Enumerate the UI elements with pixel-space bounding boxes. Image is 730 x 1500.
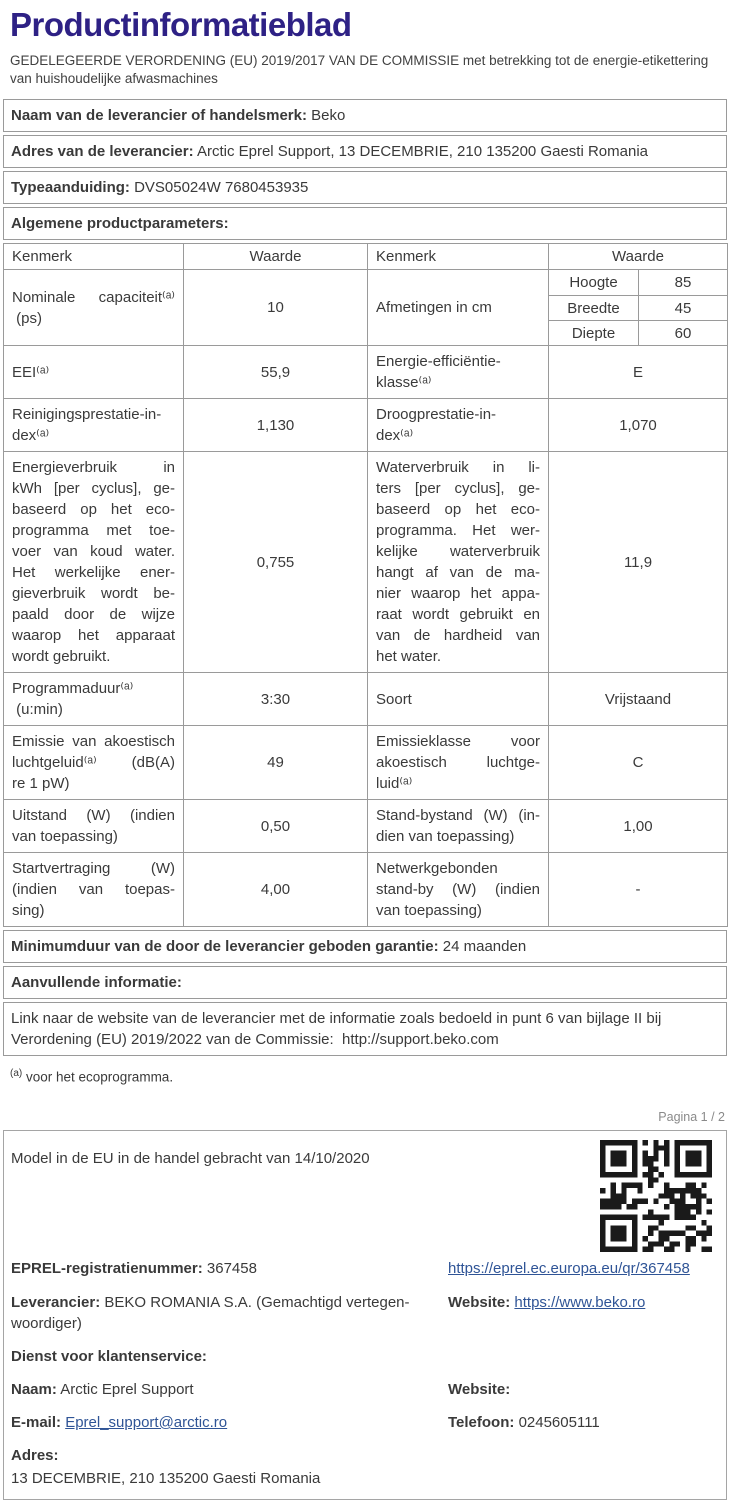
dimension-name: Diepte (549, 321, 639, 345)
param-value-water-consumption: 11,9 (549, 452, 728, 673)
customer-service-header (11, 1346, 716, 1367)
phone-label: Telefoon: (448, 1414, 515, 1431)
page-number: Pagina 1 / 2 (658, 1110, 725, 1124)
param-label-duration: Programmaduur⁽ᵃ⁾ (u:min) (4, 673, 184, 726)
header-waarde-2: Waarde (549, 244, 728, 270)
param-label-delay-start: Startvertraging (W) (indien van toepas- sing) (4, 853, 184, 927)
guarantee-row (3, 930, 727, 963)
model-identifier-row (3, 171, 727, 204)
email-link[interactable]: Eprel_support@arctic.ro (65, 1414, 228, 1431)
qr-code (600, 1140, 712, 1252)
service-website-label: Website: (448, 1381, 511, 1398)
email-phone-row (11, 1412, 716, 1433)
header-kenmerk-1: Kenmerk (4, 244, 184, 270)
supplier-name-label: Naam van de leverancier of handelsmerk: (11, 107, 307, 124)
general-parameters-label: Algemene productparameters: (11, 215, 229, 232)
dimension-row-width (549, 295, 727, 320)
param-value-networked-standby: - (549, 853, 728, 927)
guarantee-label: Minimumduur van de door de leverancier geboden garantie: (11, 938, 439, 955)
address-header (11, 1445, 716, 1466)
param-value-cleaning-index: 1,130 (184, 399, 368, 452)
phone-value: 0245605111 (518, 1414, 600, 1431)
general-parameters-header (3, 207, 727, 240)
dimension-name: Hoogte (549, 270, 639, 295)
table-row (4, 270, 728, 346)
param-value-drying-index: 1,070 (549, 399, 728, 452)
param-label-standby: Stand-bystand (W) (in- dien van toepassing) (368, 800, 549, 853)
address-label: Adres: (11, 1447, 59, 1464)
model-market-date: Model in de EU in de handel gebracht van 14/10/2020 (11, 1150, 370, 1167)
param-label-networked-standby: Netwerkgebonden stand-by (W) (indien van toepassing) (368, 853, 549, 927)
param-value-delay-start: 4,00 (184, 853, 368, 927)
regulation-subtitle: GEDELEGEERDE VERORDENING (EU) 2019/2017 VAN DE COMMISSIE met betrekking tot de energie-etikettering van huishoudelijke afwasmachines (10, 53, 709, 86)
service-name-label: Naam: (11, 1381, 57, 1398)
model-identifier-value: DVS05024W 7680453935 (134, 179, 309, 196)
param-label-noise: Emissie van akoestisch luchtgeluid⁽ᵃ⁾ (dB(A) re 1 pW) (4, 726, 184, 800)
service-name-value: Arctic Eprel Support (60, 1381, 194, 1398)
param-label-energy-consumption: Energieverbruik in kWh [per cyclus], ge- baseerd op het eco- programma met toe- voer van koud water. Het werkelijke ener- gieverbruik wordt be- paald door de wijze waarop het apparaat wordt gebruikt. (4, 452, 184, 673)
supplier-address-label: Adres van de leverancier: (11, 143, 194, 160)
dimension-value: 45 (674, 299, 692, 317)
supplier-address-row (3, 135, 727, 168)
customer-service-label: Dienst voor klantenservice: (11, 1348, 207, 1365)
model-identifier-label: Typeaanduiding: (11, 179, 130, 196)
footnote-text: voor het ecoprogramma. (26, 1069, 174, 1085)
table-row (4, 452, 728, 673)
param-value-energy-class: E (549, 346, 728, 399)
param-label-off-mode: Uitstand (W) (indien van toepassing) (4, 800, 184, 853)
header-kenmerk-2: Kenmerk (368, 244, 549, 270)
supplier-name-value: Beko (311, 107, 346, 124)
param-value-type: Vrijstaand (549, 673, 728, 726)
param-label-noise-class: Emissieklasse voor akoestisch luchtge- luid⁽ᵃ⁾ (368, 726, 549, 800)
eprel-row (11, 1258, 716, 1279)
additional-info-header (3, 966, 727, 999)
param-value-energy-consumption: 0,755 (184, 452, 368, 673)
param-label-dimensions: Afmetingen in cm (368, 270, 549, 346)
eprel-link[interactable]: https://eprel.ec.europa.eu/qr/367458 (448, 1260, 690, 1277)
address-row (11, 1468, 716, 1489)
supplier-row (11, 1292, 716, 1334)
param-value-noise: 49 (184, 726, 368, 800)
service-name-row (11, 1379, 716, 1400)
table-row (4, 399, 728, 452)
supplier-address-value: Arctic Eprel Support, 13 DECEMBRIE, 210 135200 Gaesti Romania (196, 143, 648, 160)
dimension-row-depth (549, 320, 727, 345)
dimension-row-height (549, 270, 727, 295)
email-label: E-mail: (11, 1414, 62, 1431)
supplier-value: BEKO ROMANIA S.A. (Gemachtigd vertegenwoordiger) (11, 1294, 410, 1332)
supplier-website-link[interactable]: https://www.beko.ro (514, 1294, 646, 1311)
table-header-row (4, 244, 728, 270)
eprel-number: 367458 (206, 1260, 257, 1277)
param-label-eei: EEI⁽ᵃ⁾ (4, 346, 184, 399)
address-value: 13 DECEMBRIE, 210 135200 Gaesti Romania (11, 1470, 321, 1487)
param-value-capacity: 10 (184, 270, 368, 346)
param-value-duration: 3:30 (184, 673, 368, 726)
dimension-value: 60 (674, 324, 692, 342)
additional-info-label: Aanvullende informatie: (11, 974, 182, 991)
table-row (4, 800, 728, 853)
table-row (4, 673, 728, 726)
param-label-energy-class: Energie-efficiëntie- klasse⁽ᵃ⁾ (368, 346, 549, 399)
dimensions-subtable (549, 270, 728, 346)
dimension-name: Breedte (549, 296, 639, 320)
param-value-standby: 1,00 (549, 800, 728, 853)
product-parameters-table (3, 243, 728, 927)
param-label-type: Soort (368, 673, 549, 726)
website-label: Website: (448, 1294, 511, 1311)
dimension-value: 85 (674, 274, 692, 291)
guarantee-value: 24 maanden (442, 938, 527, 955)
param-value-eei: 55,9 (184, 346, 368, 399)
supplier-name-row (3, 99, 727, 132)
param-label-drying-index: Droogprestatie-in- dex⁽ᵃ⁾ (368, 399, 549, 452)
param-label-cleaning-index: Reinigingsprestatie-in- dex⁽ᵃ⁾ (4, 399, 184, 452)
eprel-label: EPREL-registratienummer: (11, 1260, 203, 1277)
table-row (4, 346, 728, 399)
param-value-off-mode: 0,50 (184, 800, 368, 853)
header-waarde-1: Waarde (184, 244, 368, 270)
param-value-noise-class: C (549, 726, 728, 800)
supplier-website-link-row: Link naar de website van de leverancier met de informatie zoals bedoeld in punt 6 van bijlage II bij Verordening (EU) 2019/2022 van de Commissie: http://support.beko.com (3, 1002, 727, 1056)
table-row (4, 853, 728, 927)
footer-box (3, 1130, 727, 1500)
supplier-label: Leverancier: (11, 1294, 101, 1311)
table-row (4, 726, 728, 800)
param-label-water-consumption: Waterverbruik in li- ters [per cyclus], ge- baseerd op het eco- programma. Het wer- kelijke waterverbruik hangt af van de ma- nier waarop het appa- raat wordt gebruikt en van de hardheid van het water. (368, 452, 549, 673)
page-title: Productinformatieblad (10, 6, 352, 43)
param-label-capacity: Nominale capaciteit⁽ᵃ⁾ (ps) (4, 270, 184, 346)
footnote-marker: (a) (10, 1068, 23, 1079)
whitespace-spacer (3, 1088, 727, 1108)
eco-programme-footnote (3, 1059, 727, 1088)
